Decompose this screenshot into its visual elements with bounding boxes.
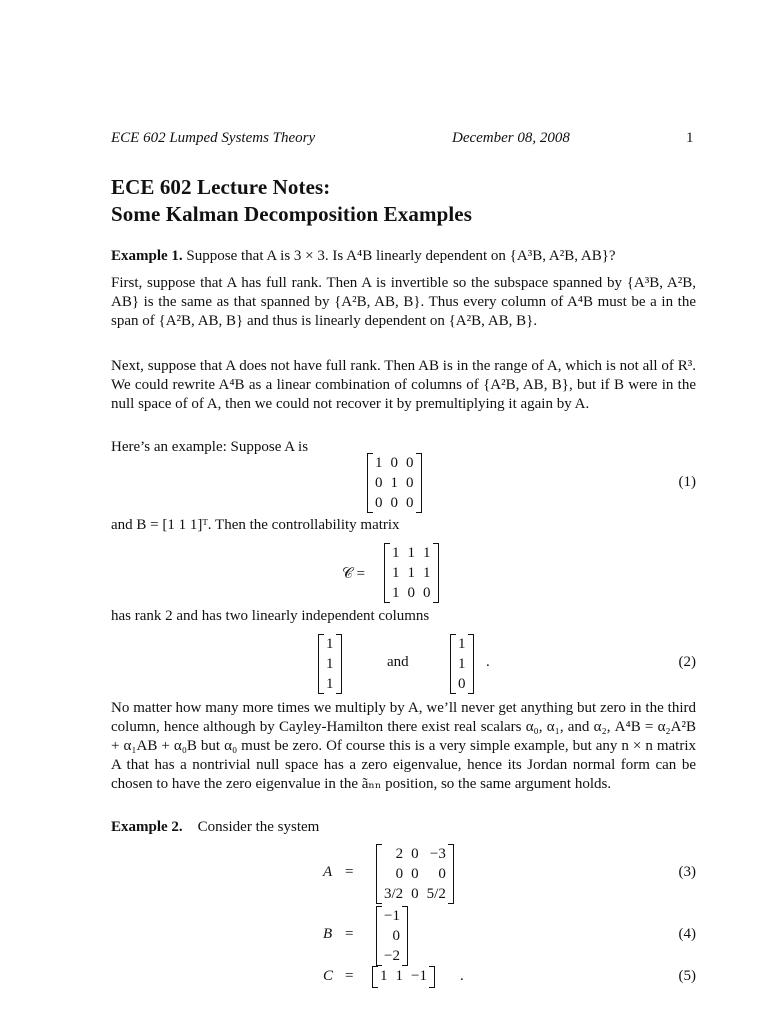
- example1-question: [111, 247, 616, 266]
- matrix-entry: 5/2: [426, 886, 446, 902]
- page-number: 1: [686, 130, 694, 146]
- example2-text: Consider the system: [197, 819, 320, 835]
- matrix-entry: 1: [326, 636, 334, 652]
- matrix-entry: 0: [423, 585, 431, 601]
- column-vector-2: [454, 634, 470, 694]
- matrix-entry: 1: [375, 455, 383, 471]
- matrix-entry: 3/2: [384, 886, 404, 902]
- equation-number-4: (4): [678, 926, 696, 942]
- matrix-entry: 1: [458, 636, 466, 652]
- matrix-entry: 1: [380, 968, 388, 984]
- equation-number-2: (2): [678, 654, 696, 670]
- matrix-entry: 1: [423, 545, 431, 561]
- right-bracket: [468, 634, 474, 694]
- title-line-2: Some Kalman Decomposition Examples: [111, 202, 472, 226]
- column-vector-1: [322, 634, 338, 694]
- matrix-entry: 0: [395, 866, 404, 882]
- matrix-entry: −1: [411, 968, 427, 984]
- left-bracket: [376, 906, 382, 966]
- matrix-entry: 1: [392, 545, 400, 561]
- matrix-entry: 0: [392, 928, 400, 944]
- matrix-entry: 0: [438, 866, 446, 882]
- matrix-entry: 1: [395, 968, 403, 984]
- matrix-entry: 1: [458, 656, 466, 672]
- matrix-entry: 1: [326, 656, 334, 672]
- left-bracket: [450, 634, 456, 694]
- running-header-date: December 08, 2008: [452, 130, 570, 146]
- matrix-entry: 0: [375, 495, 383, 511]
- matrix-entry: 1: [407, 545, 415, 561]
- equals-sign: =: [345, 968, 354, 984]
- controllability-label: 𝒞 =: [342, 566, 366, 582]
- matrix-entry: 0: [390, 455, 398, 471]
- matrix-entry: 1: [390, 475, 398, 491]
- and-b-text: and B = [1 1 1]ᵀ. Then the controllability matrix: [111, 517, 400, 533]
- matrix-entry: 1: [423, 565, 431, 581]
- matrix-row: [380, 864, 450, 884]
- right-bracket: [429, 966, 435, 988]
- equation-number-5: (5): [678, 968, 696, 984]
- running-header-course: ECE 602 Lumped Systems Theory: [111, 130, 316, 146]
- matrix-entry: 0: [407, 585, 415, 601]
- example1-para3: No matter how many more times we multiply by A, we’ll never get anything but zero in the third column, hence although by Cayley-Hamilton there exist real scalars α₀, α₁, and α₂, A⁴B = α₂A²B + α₁AB + α₀B but α₀ must be zero. Of course this is a very simple example, but any n × n matrix A that has a nontrivial null space has a zero eigenvalue, hence its Jordan normal form can be chosen to have the zero eigenvalue in the ãₙₙ position, so the same argument holds.: [111, 700, 696, 792]
- matrix-row: [380, 884, 450, 904]
- example2-label: Example 2.: [111, 819, 183, 835]
- matrix-entry: 0: [406, 475, 414, 491]
- equals-sign: =: [345, 864, 354, 880]
- left-bracket: [376, 844, 382, 904]
- matrix-entry: 2: [395, 846, 404, 862]
- matrix-entry: 0: [411, 886, 419, 902]
- matrix-entry: 0: [411, 846, 419, 862]
- matrix-entry: 0: [406, 455, 414, 471]
- matrix-row: [380, 906, 404, 926]
- example1-para2: Next, suppose that A does not have full rank. Then AB is in the range of A, which is not all of R³. We could rewrite A⁴B as a linear combination of columns of {A²B, AB, B}, but if B were in the null space of of A, then we could not recover it by premultiplying it again by A.: [111, 358, 696, 412]
- matrix-entry: 0: [390, 495, 398, 511]
- matrix-row: [388, 543, 435, 563]
- left-bracket: [367, 453, 373, 513]
- controllability-matrix: [388, 543, 435, 603]
- example1-para1: First, suppose that A has full rank. Then A is invertible so the subspace spanned by {A³B, A²B, AB} is the same as that spanned by {A²B, AB, B}. Thus every column of A⁴B must be a in the span of {A²B, AB, B} and thus is linearly dependent on {A²B, AB, B}.: [111, 275, 696, 329]
- and-word: and: [387, 654, 409, 670]
- equals-sign: =: [345, 926, 354, 942]
- matrix-entry: −1: [384, 908, 400, 924]
- left-bracket: [372, 966, 378, 988]
- matrix-entry: 1: [326, 676, 334, 692]
- matrix-entry: 0: [458, 676, 466, 692]
- equation-number-1: (1): [678, 474, 696, 490]
- matrix-row: [371, 453, 418, 473]
- matrix-entry: 1: [407, 565, 415, 581]
- matrix-A-example2: [380, 844, 450, 904]
- rank-text: has rank 2 and has two linearly independent columns: [111, 608, 430, 624]
- example1-label: Example 1.: [111, 248, 183, 264]
- C-lhs: C: [323, 968, 334, 984]
- matrix-entry: 1: [392, 585, 400, 601]
- right-bracket: [448, 844, 454, 904]
- right-bracket: [336, 634, 342, 694]
- matrix-row: [380, 844, 450, 864]
- matrix-A-example1: [371, 453, 418, 513]
- matrix-C-example2: [376, 966, 431, 986]
- example1-question-text: Suppose that A is 3 × 3. Is A⁴B linearly dependent on {A³B, A²B, AB}?: [186, 248, 616, 264]
- matrix-row: [371, 493, 418, 513]
- C-period: .: [460, 968, 464, 984]
- right-bracket: [416, 453, 422, 513]
- matrix-row: [388, 583, 435, 603]
- matrix-row: [376, 966, 431, 986]
- matrix-row: [388, 563, 435, 583]
- left-bracket: [318, 634, 324, 694]
- right-bracket: [402, 906, 408, 966]
- matrix-row: [380, 946, 404, 966]
- matrix-entry: 0: [375, 475, 383, 491]
- A-lhs: A: [323, 864, 333, 880]
- example2-heading: [111, 818, 319, 837]
- equation-number-3: (3): [678, 864, 696, 880]
- matrix-row: [371, 473, 418, 493]
- matrix-B-example2: [380, 906, 404, 966]
- matrix-row: [380, 926, 404, 946]
- vector-period: .: [486, 654, 490, 670]
- matrix-entry: 0: [406, 495, 414, 511]
- matrix-entry: 1: [392, 565, 400, 581]
- matrix-entry: −2: [384, 948, 400, 964]
- left-bracket: [384, 543, 390, 603]
- matrix-entry: 0: [411, 866, 419, 882]
- matrix-entry: −3: [429, 846, 446, 862]
- B-lhs: B: [323, 926, 333, 942]
- right-bracket: [433, 543, 439, 603]
- example-intro: Here’s an example: Suppose A is: [111, 439, 309, 455]
- title-line-1: ECE 602 Lecture Notes:: [111, 175, 331, 199]
